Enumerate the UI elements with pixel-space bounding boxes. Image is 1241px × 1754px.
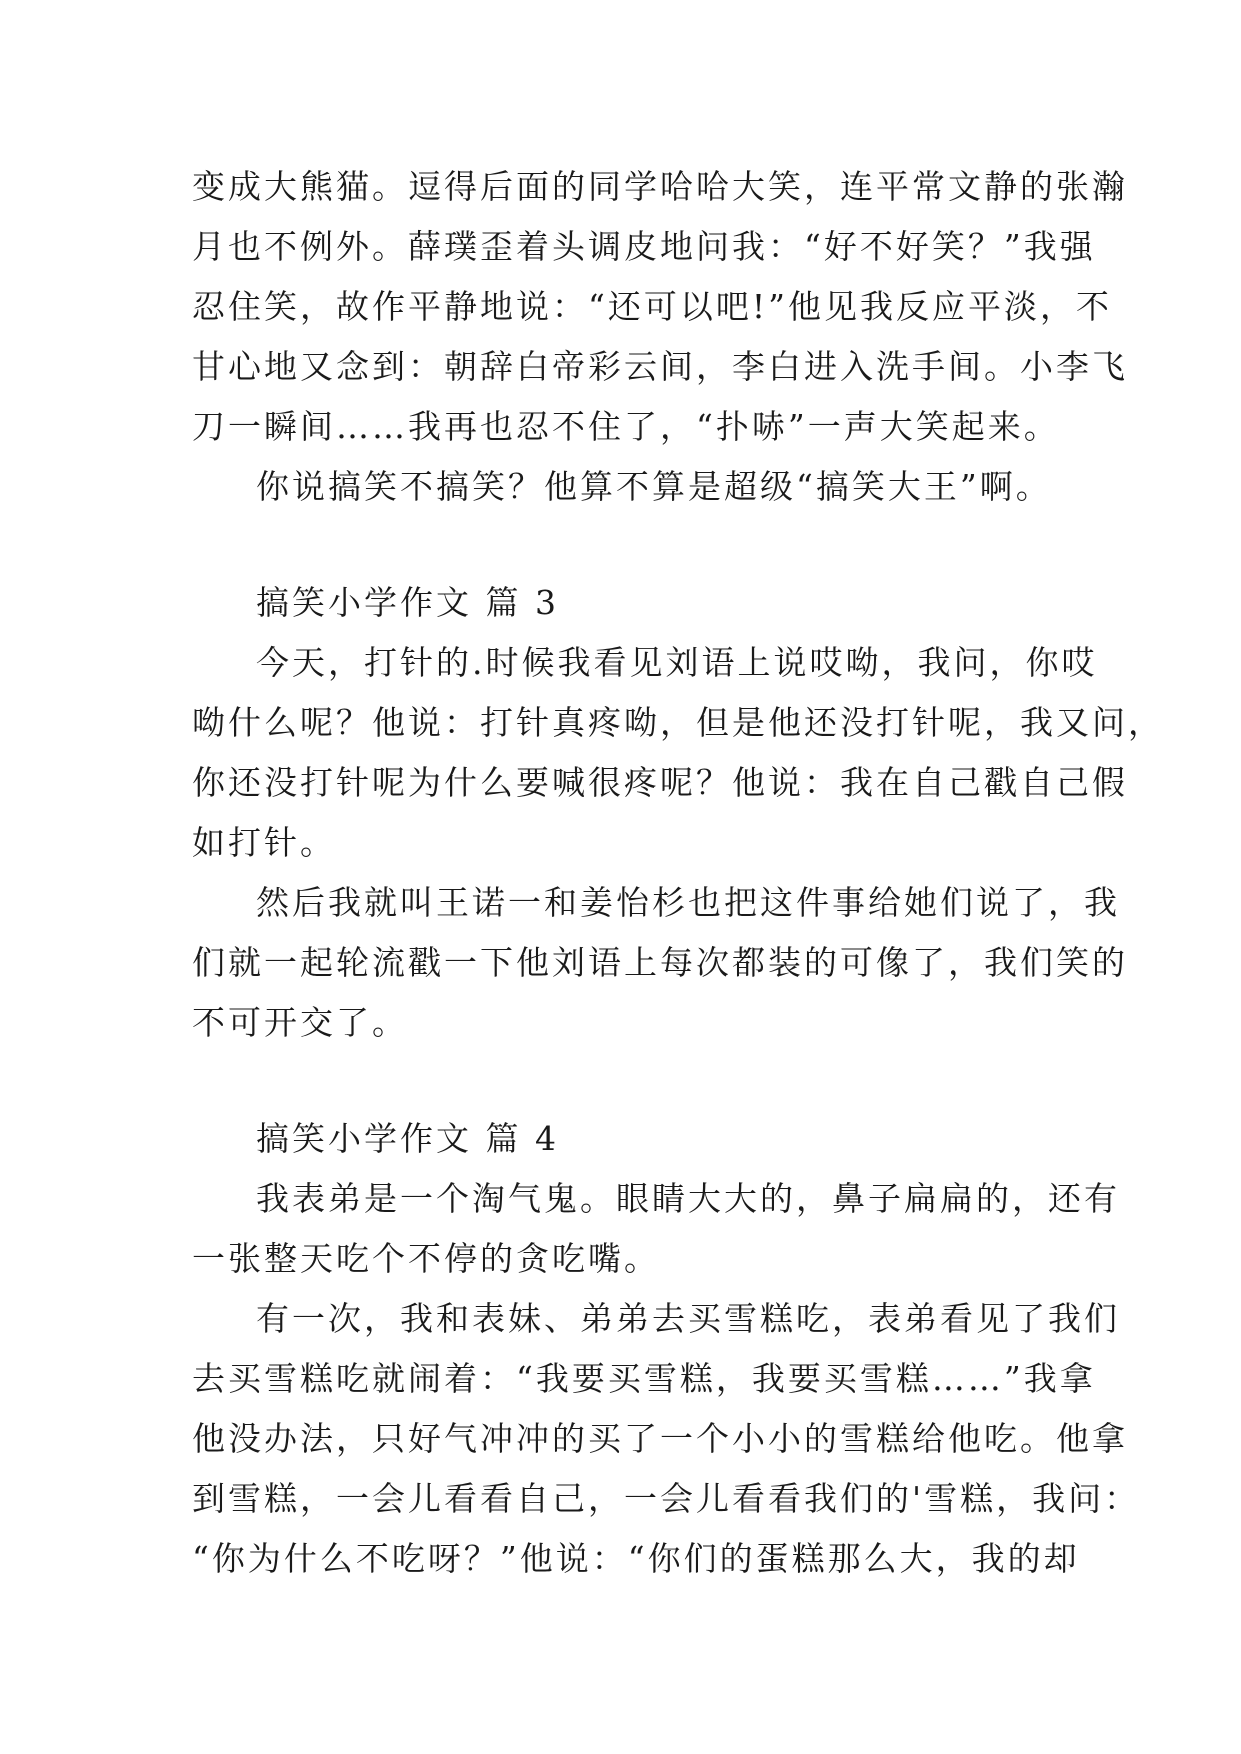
paragraph-line: 呦什么呢？他说：打针真疼呦，但是他还没打针呢，我又问， [192, 703, 1164, 742]
paragraph-line: 不可开交了。 [192, 1003, 408, 1042]
paragraph-line: 们就一起轮流戳一下他刘语上每次都装的可像了，我们笑的 [192, 943, 1128, 982]
paragraph-line: 一张整天吃个不停的贪吃嘴。 [192, 1239, 660, 1278]
paragraph-line: 我表弟是一个淘气鬼。眼睛大大的，鼻子扁扁的，还有 [256, 1179, 1120, 1218]
paragraph-line: 如打针。 [192, 823, 336, 862]
paragraph-line: 忍住笑，故作平静地说：“还可以吧!”他见我反应平淡，不 [192, 287, 1113, 326]
paragraph-line: 去买雪糕吃就闹着：“我要买雪糕，我要买雪糕……”我拿 [192, 1359, 1096, 1398]
paragraph-line: 今天，打针的.时候我看见刘语上说哎呦，我问，你哎 [256, 643, 1098, 682]
paragraph-line: 然后我就叫王诺一和姜怡杉也把这件事给她们说了，我 [256, 883, 1120, 922]
section-heading: 搞笑小学作文 篇 3 [256, 583, 559, 622]
paragraph-line: 甘心地又念到：朝辞白帝彩云间，李白进入洗手间。小李飞 [192, 347, 1128, 386]
paragraph-line: 你说搞笑不搞笑？他算不算是超级“搞笑大王”啊。 [256, 467, 1052, 506]
paragraph-line: 你还没打针呢为什么要喊很疼呢？他说：我在自己戳自己假 [192, 763, 1128, 802]
paragraph-line: 月也不例外。薛璞歪着头调皮地问我：“好不好笑？”我强 [192, 227, 1096, 266]
paragraph-line: 刀一瞬间……我再也忍不住了，“扑哧”一声大笑起来。 [192, 407, 1060, 446]
paragraph-line: “你为什么不吃呀？”他说：“你们的蛋糕那么大，我的却 [192, 1539, 1080, 1578]
section-heading: 搞笑小学作文 篇 4 [256, 1119, 559, 1158]
paragraph-line: 有一次，我和表妹、弟弟去买雪糕吃，表弟看见了我们 [256, 1299, 1120, 1338]
paragraph-line: 变成大熊猫。逗得后面的同学哈哈大笑，连平常文静的张瀚 [192, 167, 1128, 206]
paragraph-line: 到雪糕，一会儿看看自己，一会儿看看我们的'雪糕，我问： [192, 1479, 1141, 1518]
paragraph-line: 他没办法，只好气冲冲的买了一个小小的雪糕给他吃。他拿 [192, 1419, 1128, 1458]
